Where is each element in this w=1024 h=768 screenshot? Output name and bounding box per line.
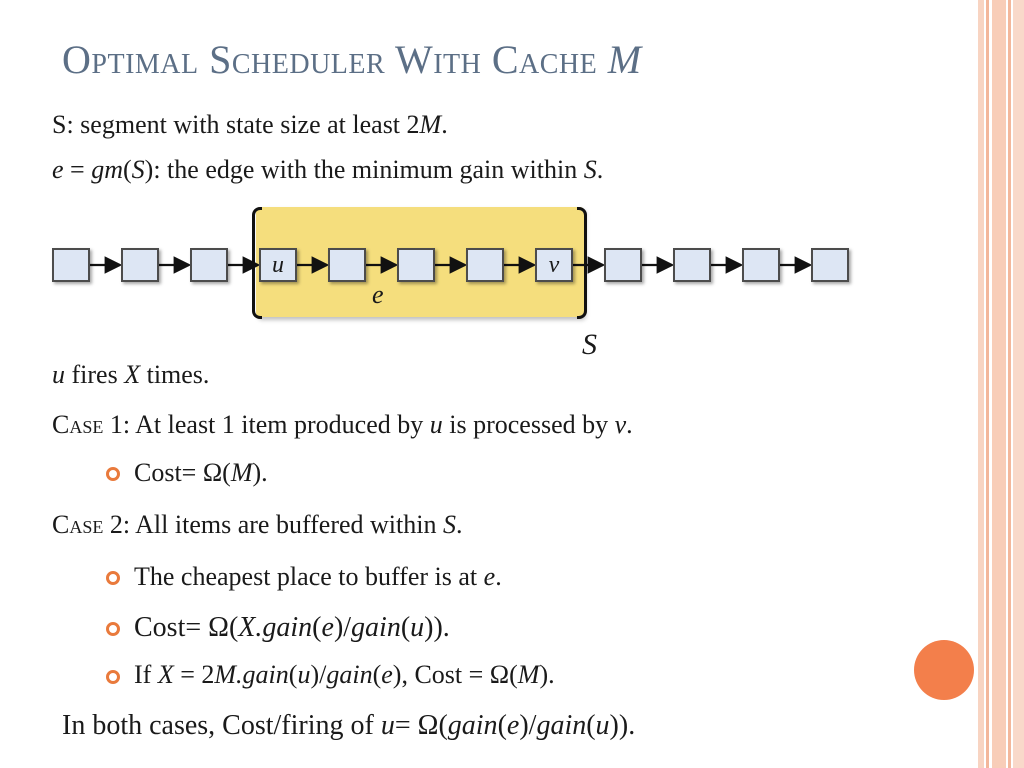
fires-line: [52, 360, 209, 390]
case-2-bullet-3: [134, 660, 555, 690]
text: (: [586, 710, 596, 741]
case-1-cost: [134, 458, 268, 488]
pipeline-node: [397, 248, 435, 282]
text: The cheapest place to buffer is at: [134, 562, 484, 591]
pipeline-node: [673, 248, 711, 282]
pipeline-node: [604, 248, 642, 282]
conclusion-line: [62, 710, 635, 742]
text: If: [134, 660, 158, 689]
text: In both cases, Cost/firing of: [62, 710, 381, 741]
text: (: [288, 660, 298, 689]
var: e: [52, 155, 64, 184]
text: is processed by: [442, 410, 615, 439]
bullet-ring-icon: [106, 670, 120, 684]
slide-title-var: M: [607, 37, 642, 82]
var: u: [410, 612, 425, 643]
var: gain: [351, 612, 401, 643]
pipeline-node: [466, 248, 504, 282]
pipeline-node: [52, 248, 90, 282]
case-2-bullet-1: [134, 562, 502, 592]
text: )/: [519, 710, 537, 741]
var: u: [380, 710, 395, 741]
case-2-line: [52, 510, 462, 540]
text: )/: [310, 660, 327, 689]
text: .: [495, 562, 502, 591]
pipeline-node: [121, 248, 159, 282]
text: Cost= Ω(: [134, 612, 239, 643]
text: )).: [424, 612, 450, 643]
case-2-bullet-2: [134, 612, 450, 644]
bullet-ring-icon: [106, 571, 120, 585]
var: X: [124, 360, 141, 389]
text: .: [626, 410, 633, 439]
text: (: [123, 155, 132, 184]
text: 2: All items are buffered within: [103, 510, 443, 539]
var: gain: [326, 660, 373, 689]
var: S: [442, 510, 456, 539]
slide-title-text: Optimal Scheduler With Cache: [62, 37, 598, 82]
case-1-line: [52, 410, 633, 440]
var: M: [230, 458, 253, 487]
text: = 2: [173, 660, 215, 689]
text: (: [312, 612, 322, 643]
var: X.gain: [238, 612, 313, 643]
text: = Ω(: [394, 710, 448, 741]
var: u: [429, 410, 443, 439]
pipeline-node: [811, 248, 849, 282]
var: e: [506, 710, 520, 741]
text: .: [596, 155, 604, 184]
var: M.gain: [214, 660, 289, 689]
var: M: [419, 110, 442, 139]
var: S: [583, 155, 597, 184]
text: .: [441, 110, 448, 139]
var: gain: [447, 710, 498, 741]
pipeline-node-v: v: [535, 248, 573, 282]
pipeline-node-u: u: [259, 248, 297, 282]
text: (: [372, 660, 382, 689]
text: S: segment with state size at least 2: [52, 110, 420, 139]
var: M: [517, 660, 540, 689]
text: (: [497, 710, 507, 741]
text: ): the edge with the minimum gain within: [144, 155, 584, 184]
text: .: [455, 510, 463, 539]
var: S: [131, 155, 145, 184]
bullet-ring-icon: [106, 622, 120, 636]
pipeline-node: [742, 248, 780, 282]
case-label: Case: [52, 510, 104, 539]
bullet-ring-icon: [106, 467, 120, 481]
edge-label-e: e: [372, 280, 384, 309]
text: ).: [252, 458, 268, 487]
pipeline-node: [190, 248, 228, 282]
text: )/: [333, 612, 352, 643]
var: u: [595, 710, 610, 741]
segment-label-s: S: [582, 328, 597, 361]
var: u: [52, 360, 65, 389]
var: v: [614, 410, 627, 439]
text: fires: [65, 360, 125, 389]
var: gm: [91, 155, 123, 184]
var: e: [483, 562, 496, 591]
text: =: [63, 155, 92, 184]
case-label: Case: [52, 410, 104, 439]
var: e: [381, 660, 393, 689]
var: u: [297, 660, 311, 689]
pipeline-node: [328, 248, 366, 282]
var: X: [157, 660, 174, 689]
var: e: [321, 612, 334, 643]
text: ).: [539, 660, 555, 689]
text: Cost= Ω(: [134, 458, 231, 487]
text: (: [400, 612, 411, 643]
text: 1: At least 1 item produced by: [103, 410, 430, 439]
var: gain: [536, 710, 587, 741]
text: times.: [140, 360, 210, 389]
text: ), Cost = Ω(: [392, 660, 518, 689]
text: )).: [609, 710, 636, 741]
